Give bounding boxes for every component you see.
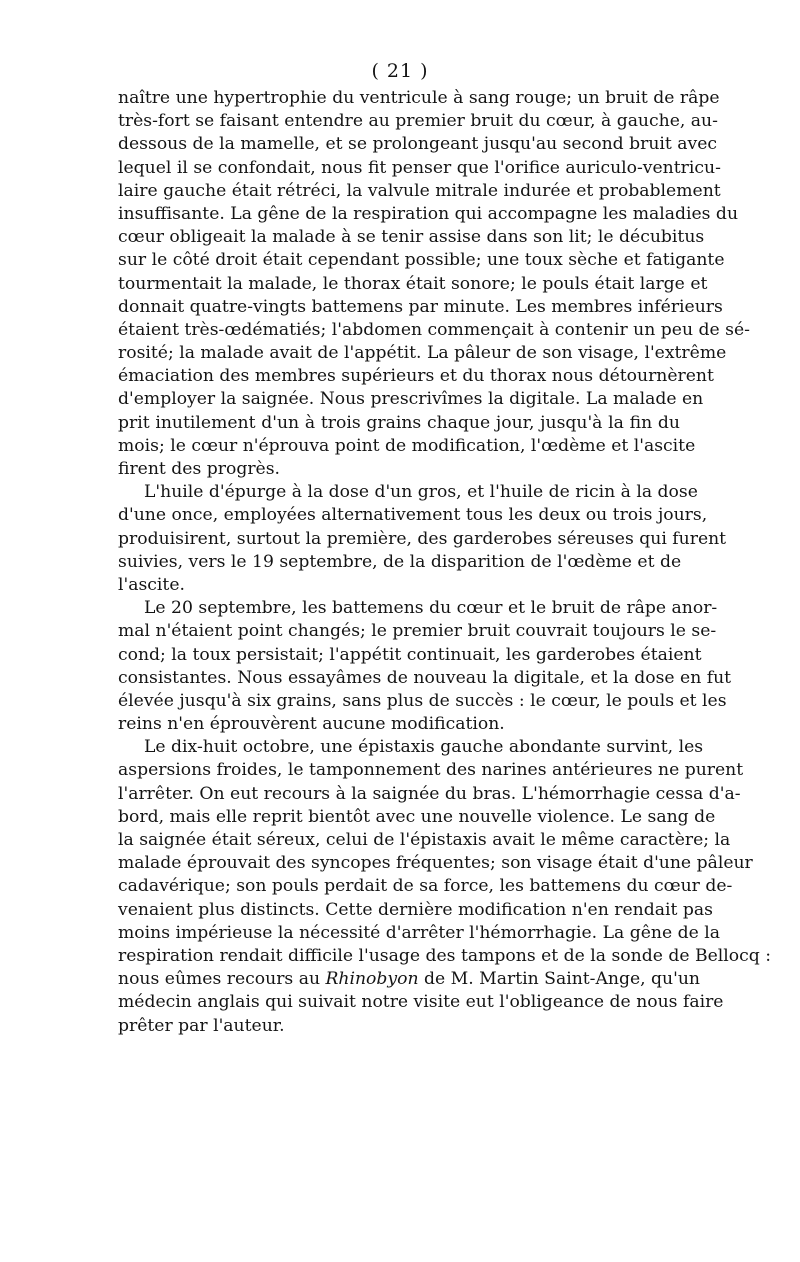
text-line: prêter par l'auteur. [118, 1015, 285, 1036]
text-line: la saignée était séreux, celui de l'épistaxis avait le même caractère; la [118, 830, 731, 850]
text-line: reins n'en éprouvèrent aucune modification. [118, 714, 505, 735]
text-line: cœur obligeait la malade à se tenir assise dans son lit; le décubitus [118, 227, 705, 248]
text-line: donnait quatre-vingts battemens par minute. Les membres inférieurs [118, 296, 723, 317]
text-line: moins impérieuse la nécessité d'arrêter l'hémorrhagie. La gêne de la [118, 922, 720, 943]
text-line: médecin anglais qui suivait notre visite eut l'obligeance de nous faire [118, 992, 724, 1013]
text-line: malade éprouvait des syncopes fréquentes; son visage était d'une pâleur [118, 853, 753, 874]
paragraph-3 [118, 597, 732, 736]
text-line: Le 20 septembre, les battemens du cœur et le bruit de râpe anor- [144, 598, 718, 619]
page-number: ( 21 ) [371, 60, 429, 82]
text-line: élevée jusqu'à six grains, sans plus de succès : le cœur, le pouls et les [118, 690, 727, 711]
text-line: naître une hypertrophie du ventricule à sang rouge; un bruit de râpe [118, 88, 720, 108]
text-line: rosité; la malade avait de l'appétit. La pâleur de son visage, l'extrême [118, 343, 727, 364]
text-line: dessous de la mamelle, et se prolongeant jusqu'au second bruit avec [118, 134, 718, 155]
text-line: étaient très-œdématiés; l'abdomen commençait à contenir un peu de sé- [118, 319, 750, 340]
text-line: consistantes. Nous essayâmes de nouveau la digitale, et la dose en fut [118, 667, 732, 688]
text-line: mois; le cœur n'éprouva point de modification, l'œdème et l'ascite [118, 435, 696, 456]
text-line: cadavérique; son pouls perdait de sa force, les battemens du cœur de- [118, 876, 733, 897]
text-segment: de M. Martin Saint-Ange, qu'un [418, 969, 700, 990]
body-text [118, 87, 772, 1038]
text-line: respiration rendait difficile l'usage des tampons et de la sonde de Bellocq : [118, 945, 772, 966]
text-line: lequel il se confondait, nous fit penser que l'orifice auriculo-ventricu- [118, 157, 721, 178]
text-line: mal n'étaient point changés; le premier bruit couvrait toujours le se- [118, 621, 717, 642]
text-line: l'arrêter. On eut recours à la saignée du bras. L'hémorrhagie cessa d'a- [118, 783, 741, 804]
text-line: suivies, vers le 19 septembre, de la disparition de l'œdème et de [118, 551, 682, 572]
text-line: d'employer la saignée. Nous prescrivîmes la digitale. La malade en [118, 389, 704, 410]
text-line: venaient plus distincts. Cette dernière modification n'en rendait pas [118, 899, 713, 920]
paragraph-1 [118, 87, 750, 481]
text-line: très-fort se faisant entendre au premier bruit du cœur, à gauche, au- [118, 111, 718, 132]
text-line: prit inutilement d'un à trois grains chaque jour, jusqu'à la fin du [118, 412, 680, 433]
text-line-with-italic [118, 968, 700, 991]
text-line: tourmentait la malade, le thorax était sonore; le pouls était large et [118, 273, 708, 294]
text-line: aspersions froides, le tamponnement des narines antérieures ne purent [118, 760, 744, 781]
text-line: produisirent, surtout la première, des garderobes séreuses qui furent [118, 528, 727, 549]
paragraph-2 [118, 481, 727, 597]
text-line: l'ascite. [118, 574, 185, 595]
italic-term: Rhinobyon [325, 969, 419, 990]
paragraph-4 [118, 736, 772, 1037]
text-line: firent des progrès. [118, 459, 280, 479]
text-line: laire gauche était rétréci, la valvule mitrale indurée et probablement [118, 180, 721, 201]
text-line: insuffisante. La gêne de la respiration qui accompagne les maladies du [118, 203, 739, 224]
text-line: Le dix-huit octobre, une épistaxis gauche abondante survint, les [144, 737, 704, 758]
text-line: cond; la toux persistait; l'appétit continuait, les garderobes étaient [118, 644, 702, 665]
text-line: L'huile d'épurge à la dose d'un gros, et l'huile de ricin à la dose [144, 482, 698, 503]
text-line: émaciation des membres supérieurs et du thorax nous détournèrent [118, 366, 714, 387]
text-line: sur le côté droit était cependant possible; une toux sèche et fatigante [118, 250, 725, 271]
text-line: d'une once, employées alternativement tous les deux ou trois jours, [118, 505, 708, 526]
text-line: bord, mais elle reprit bientôt avec une nouvelle violence. Le sang de [118, 806, 716, 827]
text-segment: nous eûmes recours au [118, 969, 326, 990]
